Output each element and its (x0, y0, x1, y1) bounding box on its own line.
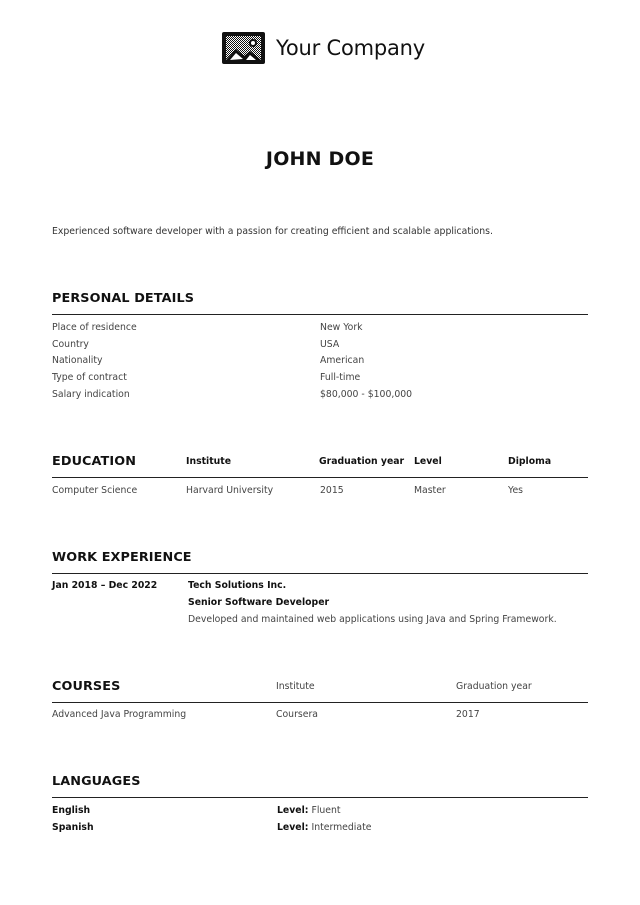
detail-label: Place of residence (52, 322, 137, 333)
languages-heading: LANGUAGES (52, 774, 141, 789)
language-name: Spanish (52, 822, 94, 833)
work-experience-heading: WORK EXPERIENCE (52, 550, 192, 565)
detail-value: $80,000 - $100,000 (320, 389, 413, 400)
detail-label: Nationality (52, 355, 103, 366)
education-col-year: Graduation year (319, 456, 405, 467)
candidate-name: JOHN DOE (265, 148, 375, 170)
level-label: Level: (277, 822, 309, 833)
education-col-level: Level (414, 456, 442, 467)
section-divider (52, 477, 588, 478)
detail-value: Full-time (320, 372, 361, 383)
courses-col-year: Graduation year (456, 681, 532, 692)
education-study: Computer Science (52, 485, 138, 496)
detail-label: Type of contract (52, 372, 127, 383)
language-level (277, 805, 341, 816)
language-level (277, 822, 371, 833)
level-value: Intermediate (311, 822, 372, 833)
company-name: Your Company (276, 36, 426, 60)
image-placeholder-icon (222, 32, 265, 64)
company-logo (222, 31, 425, 65)
section-divider (52, 702, 588, 703)
work-description: Developed and maintained web applications using Java and Spring Framework. (188, 614, 557, 625)
work-role: Senior Software Developer (188, 597, 330, 608)
level-label: Level: (277, 805, 309, 816)
level-value: Fluent (311, 805, 341, 816)
language-name: English (52, 805, 91, 816)
detail-label: Salary indication (52, 389, 130, 400)
section-divider (52, 573, 588, 574)
education-institute: Harvard University (186, 485, 274, 496)
section-divider (52, 797, 588, 798)
profile-summary: Experienced software developer with a passion for creating efficient and scalable applications. (52, 226, 493, 237)
course-name: Advanced Java Programming (52, 709, 187, 720)
personal-details-heading: PERSONAL DETAILS (52, 291, 195, 306)
education-col-diploma: Diploma (508, 456, 552, 467)
courses-col-institute: Institute (276, 681, 315, 692)
course-institute: Coursera (276, 709, 318, 720)
education-year: 2015 (320, 485, 344, 496)
section-divider (52, 314, 588, 315)
work-period: Jan 2018 – Dec 2022 (52, 580, 158, 591)
education-diploma: Yes (508, 485, 524, 496)
detail-value: New York (320, 322, 363, 333)
work-company: Tech Solutions Inc. (188, 580, 287, 591)
education-col-institute: Institute (186, 456, 232, 467)
courses-heading: COURSES (52, 679, 121, 694)
detail-label: Country (52, 339, 89, 350)
detail-value: American (320, 355, 365, 366)
course-year: 2017 (456, 709, 480, 720)
education-level: Master (414, 485, 446, 496)
education-heading: EDUCATION (52, 454, 137, 469)
detail-value: USA (320, 339, 340, 350)
